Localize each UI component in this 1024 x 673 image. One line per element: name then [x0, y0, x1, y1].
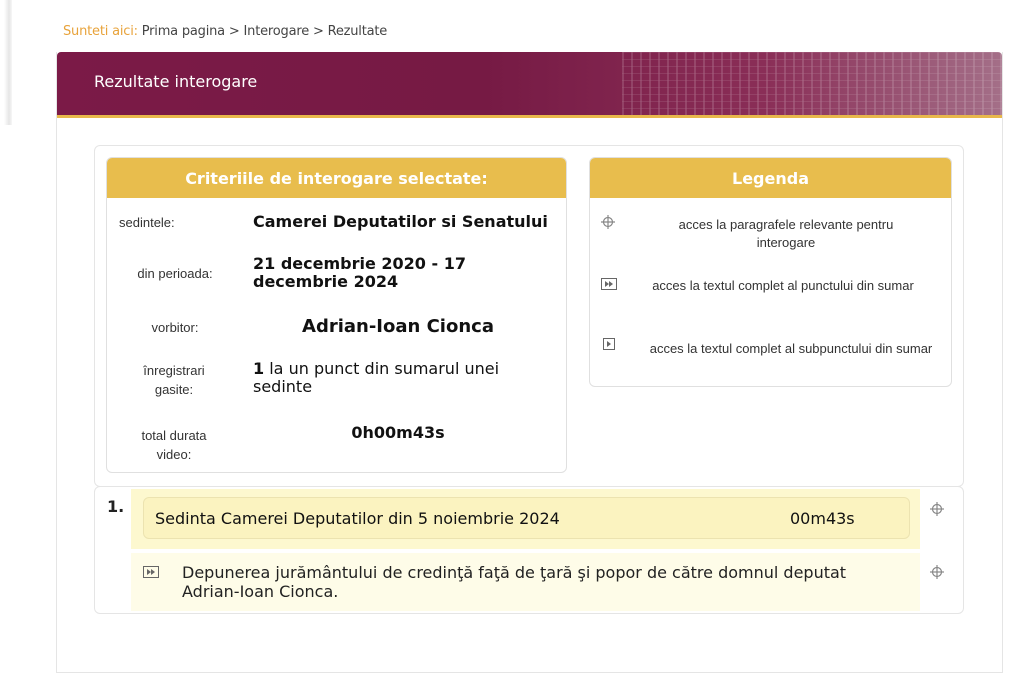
records-description: la un punct din sumarul unei sedinte	[253, 359, 500, 396]
session-title[interactable]: Sedinta Camerei Deputatilor din 5 noiembrie 2024	[155, 509, 560, 528]
criteria-value-durata: 0h00m43s	[351, 423, 445, 442]
legend-text-crosshair: acces la paragrafele relevante pentru interogare	[678, 217, 894, 250]
header-decoration	[622, 52, 1002, 116]
legend-text-single-forward: acces la textul complet al subpunctului din sumar	[649, 341, 933, 356]
criteria-label-perioada: din perioada:	[137, 266, 213, 281]
breadcrumb	[63, 24, 387, 39]
double-forward-icon[interactable]	[143, 566, 159, 578]
criteria-value-perioada: 21 decembrie 2020 - 17 decembrie 2024	[253, 254, 466, 291]
crosshair-icon[interactable]	[930, 565, 944, 579]
criteria-label-durata: total durata video:	[141, 428, 207, 462]
records-count: 1	[253, 359, 265, 378]
criteria-label-vorbitor: vorbitor:	[151, 320, 199, 335]
breadcrumb-prefix: Sunteti aici:	[63, 24, 138, 39]
breadcrumb-current: Rezultate	[327, 24, 388, 39]
panel-header	[57, 52, 1002, 116]
session-duration: 00m43s	[790, 509, 855, 528]
crosshair-icon	[601, 215, 615, 229]
criteria-label-inregistrari: înregistrari gasite:	[143, 363, 205, 397]
criteria-value-inregistrari	[253, 360, 543, 396]
single-forward-icon	[603, 338, 615, 352]
breadcrumb-separator: >	[228, 24, 240, 39]
legend-text-double-forward: acces la textul complet al punctului din sumar	[652, 278, 914, 293]
double-forward-icon	[601, 278, 617, 292]
header-accent-bar	[57, 115, 1002, 118]
left-edge-shadow	[0, 0, 12, 125]
criteria-label-sedintele: sedintele:	[119, 215, 175, 230]
legend-box	[589, 157, 952, 387]
page-title: Rezultate interogare	[94, 72, 258, 91]
breadcrumb-separator: >	[312, 24, 324, 39]
breadcrumb-interogare-link[interactable]: Interogare	[243, 24, 309, 39]
criteria-value-vorbitor: Adrian-Ioan Cionca	[302, 316, 494, 337]
result-number: 1.	[107, 497, 125, 516]
legend-heading: Legenda	[590, 158, 951, 198]
breadcrumb-home-link[interactable]: Prima pagina	[141, 24, 225, 39]
summary-item-text[interactable]: Depunerea jurământului de credinţă faţă de ţară şi popor de către domnul deputat Adrian-Ioan Cionca.	[182, 563, 847, 601]
criteria-value-sedintele: Camerei Deputatilor si Senatului	[253, 212, 548, 231]
crosshair-icon[interactable]	[930, 502, 944, 516]
criteria-box	[106, 157, 567, 473]
criteria-heading: Criteriile de interogare selectate:	[107, 158, 566, 198]
